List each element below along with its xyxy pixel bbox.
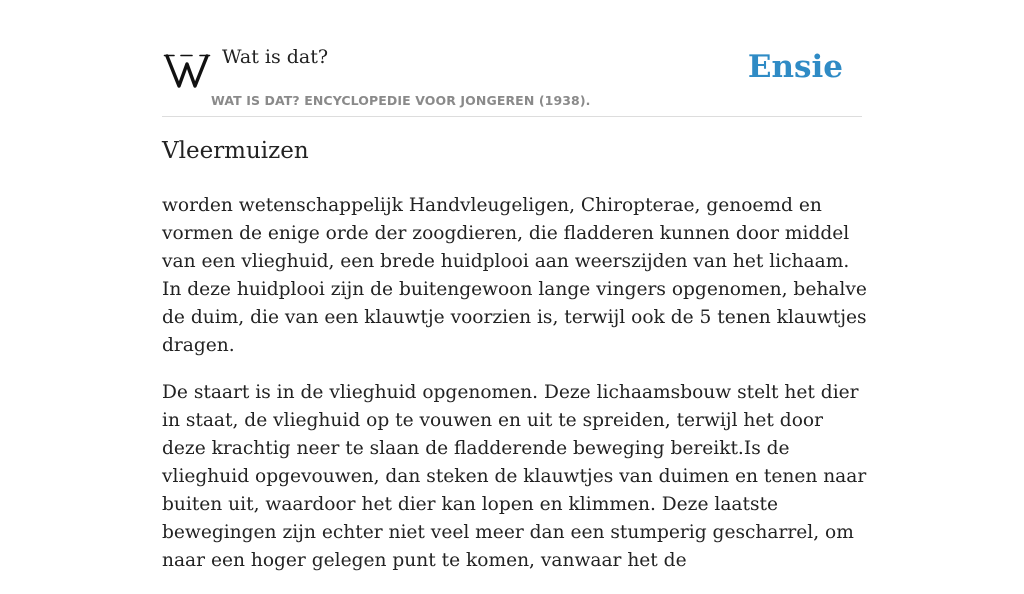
entry-paragraph: De staart is in de vlieghuid opgenomen. Deze lichaamsbouw stelt het dier in staat, de vlieghuid op te vouwen en uit te spreiden, terwijl het door deze krachtig neer te slaan de fladderende beweging bereikt.Is de vlieghuid opgevouwen, dan steken de klauwtjes van duimen en tenen naar buiten uit, waardoor het dier kan lopen en klimmen. Deze laatste bewegingen zijn echter niet veel meer dan een stumperig gescharrel, om naar een hoger gelegen punt te komen, vanwaar het de — [162, 382, 867, 571]
entry-paragraph: worden wetenschappelijk Handvleugeligen, Chiropterae, genoemd en vormen de enige orde der zoogdieren, die fladderen kunnen door middel van een vlieghuid, een brede huidplooi aan weerszijden van het lichaam. In deze huidplooi zijn de buitengewoon lange vingers opgenomen, behalve de duim, die van een klauwtje voorzien is, terwijl ook de 5 tenen klauwtjes dragen. — [162, 195, 867, 356]
book-subtitle: WAT IS DAT? ENCYCLOPEDIE VOOR JONGEREN (1938). — [211, 93, 591, 108]
brand-logo[interactable]: Ensie — [747, 49, 843, 85]
entry-title: Vleermuizen — [162, 138, 309, 164]
wikipedia-w-icon[interactable] — [164, 50, 210, 90]
entry-body — [162, 192, 868, 594]
header — [162, 40, 862, 117]
book-title[interactable]: Wat is dat? — [222, 46, 329, 68]
